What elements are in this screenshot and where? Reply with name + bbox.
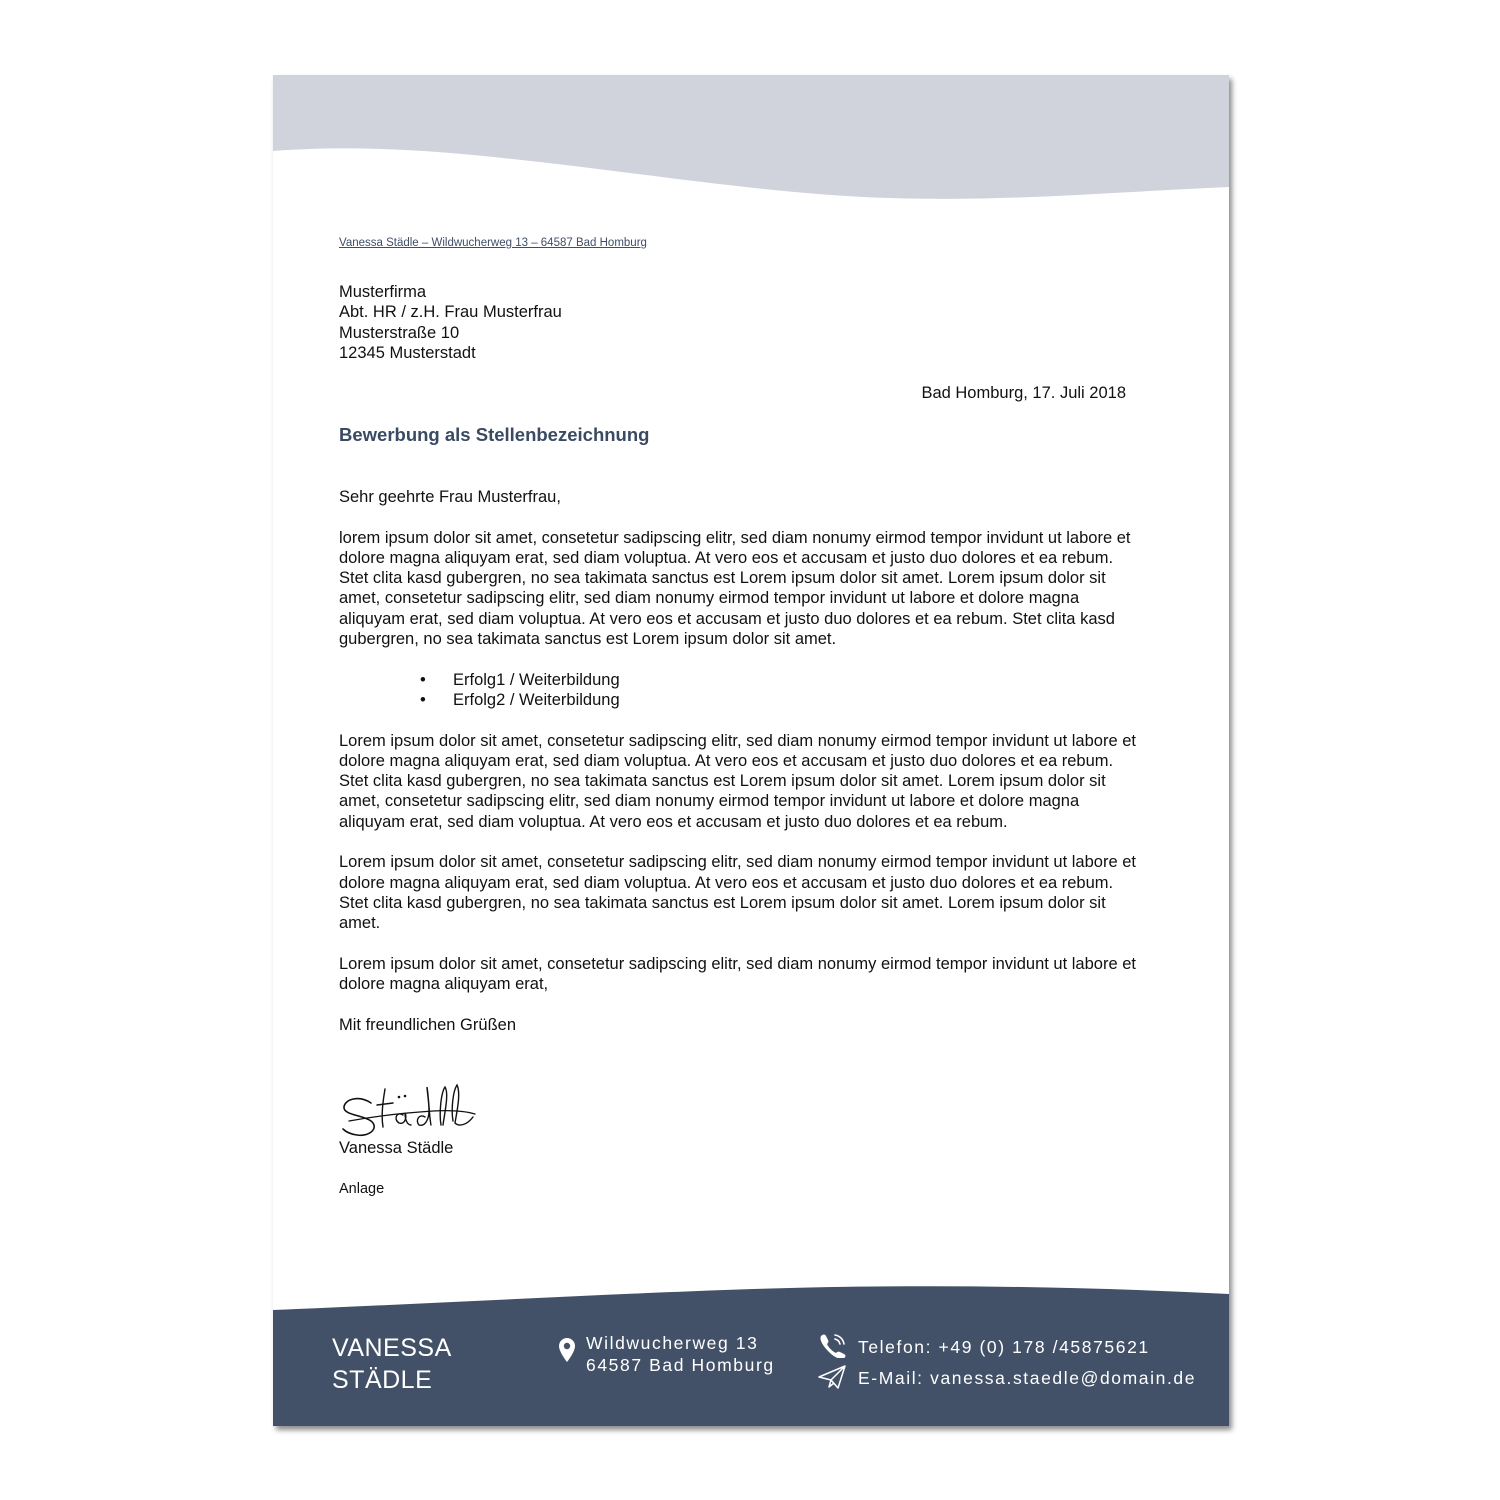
salutation: Sehr geehrte Frau Musterfrau, [339, 488, 561, 506]
footer-phone: Telefon: +49 (0) 178 /45875621 [858, 1337, 1150, 1357]
footer-address-street: Wildwucherweg 13 [586, 1333, 759, 1353]
letter-body [339, 487, 1139, 1055]
list-item-text: Erfolg1 / Weiterbildung [453, 670, 620, 689]
achievement-list [339, 670, 1139, 711]
footer-address-city: 64587 Bad Homburg [586, 1355, 775, 1375]
signer-name: Vanessa Städle [339, 1139, 454, 1157]
phone-icon [818, 1332, 848, 1358]
location-pin-icon [558, 1337, 576, 1363]
sender-return-address: Vanessa Städle – Wildwucherweg 13 – 64587 Bad Homburg [339, 237, 647, 249]
bullet-icon: • [420, 690, 426, 709]
list-item [420, 670, 1139, 690]
footer-email: E-Mail: vanessa.staedle@domain.de [858, 1368, 1197, 1388]
handwritten-signature [341, 1081, 481, 1139]
recipient-address [339, 282, 562, 363]
recipient-company: Musterfirma [339, 283, 427, 301]
body-paragraph-1: lorem ipsum dolor sit amet, consetetur sadipscing elitr, sed diam nonumy eirmod tempor invidunt ut labore et dolore magna aliquyam erat, sed diam voluptua. At vero eos et accusam et justo duo dolores et ea rebum. Stet clita kasd gubergren, no sea takimata sanctus est Lorem ipsum dolor sit amet. Lorem ipsum dolor sit amet, consetetur sadipscing elitr, sed diam nonumy eirmod tempor invidunt ut labore et dolore magna aliquyam erat, sed diam voluptua. At vero eos et accusam et justo duo dolores et ea rebum. Stet clita kasd gubergren, no sea takimata sanctus est Lorem ipsum dolor sit amet. [339, 528, 1131, 649]
body-paragraph-2: Lorem ipsum dolor sit amet, consetetur sadipscing elitr, sed diam nonumy eirmod tempor invidunt ut labore et dolore magna aliquyam erat, sed diam voluptua. At vero eos et accusam et justo duo dolores et ea rebum. Stet clita kasd gubergren, no sea takimata sanctus est Lorem ipsum dolor sit amet. Lorem ipsum dolor sit amet, consetetur sadipscing elitr, sed diam nonumy eirmod tempor invidunt ut labore et dolore magna aliquyam erat, sed diam voluptua. At vero eos et accusam et justo duo dolores et ea rebum. [339, 731, 1136, 831]
paper-plane-icon [818, 1365, 846, 1389]
list-item-text: Erfolg2 / Weiterbildung [453, 690, 620, 709]
footer-name [332, 1332, 452, 1396]
recipient-attention: Abt. HR / z.H. Frau Musterfrau [339, 303, 562, 322]
recipient-city: 12345 Musterstadt [339, 343, 476, 362]
footer-address [586, 1332, 775, 1376]
header-wave-band [273, 75, 1229, 205]
footer-name-line1: VANESSA [332, 1334, 452, 1362]
list-item [420, 690, 1139, 710]
footer-name-line2: STÄDLE [332, 1366, 433, 1394]
bullet-icon: • [420, 670, 426, 689]
recipient-street: Musterstraße 10 [339, 323, 460, 342]
closing: Mit freundlichen Grüßen [339, 1015, 516, 1034]
enclosure-label: Anlage [339, 1181, 385, 1197]
footer-contact [858, 1332, 1196, 1394]
body-paragraph-3: Lorem ipsum dolor sit amet, consetetur sadipscing elitr, sed diam nonumy eirmod tempor invidunt ut labore et dolore magna aliquyam erat, sed diam voluptua. At vero eos et accusam et justo duo dolores et ea rebum. Stet clita kasd gubergren, no sea takimata sanctus est Lorem ipsum dolor sit amet. Lorem ipsum dolor sit amet. [339, 853, 1136, 933]
body-paragraph-4: Lorem ipsum dolor sit amet, consetetur sadipscing elitr, sed diam nonumy eirmod tempor invidunt ut labore et dolore magna aliquyam erat, [339, 954, 1136, 994]
letter-date: Bad Homburg, 17. Juli 2018 [921, 384, 1126, 402]
letter-subject: Bewerbung als Stellenbezeichnung [339, 424, 650, 445]
letter-page [273, 75, 1229, 1426]
